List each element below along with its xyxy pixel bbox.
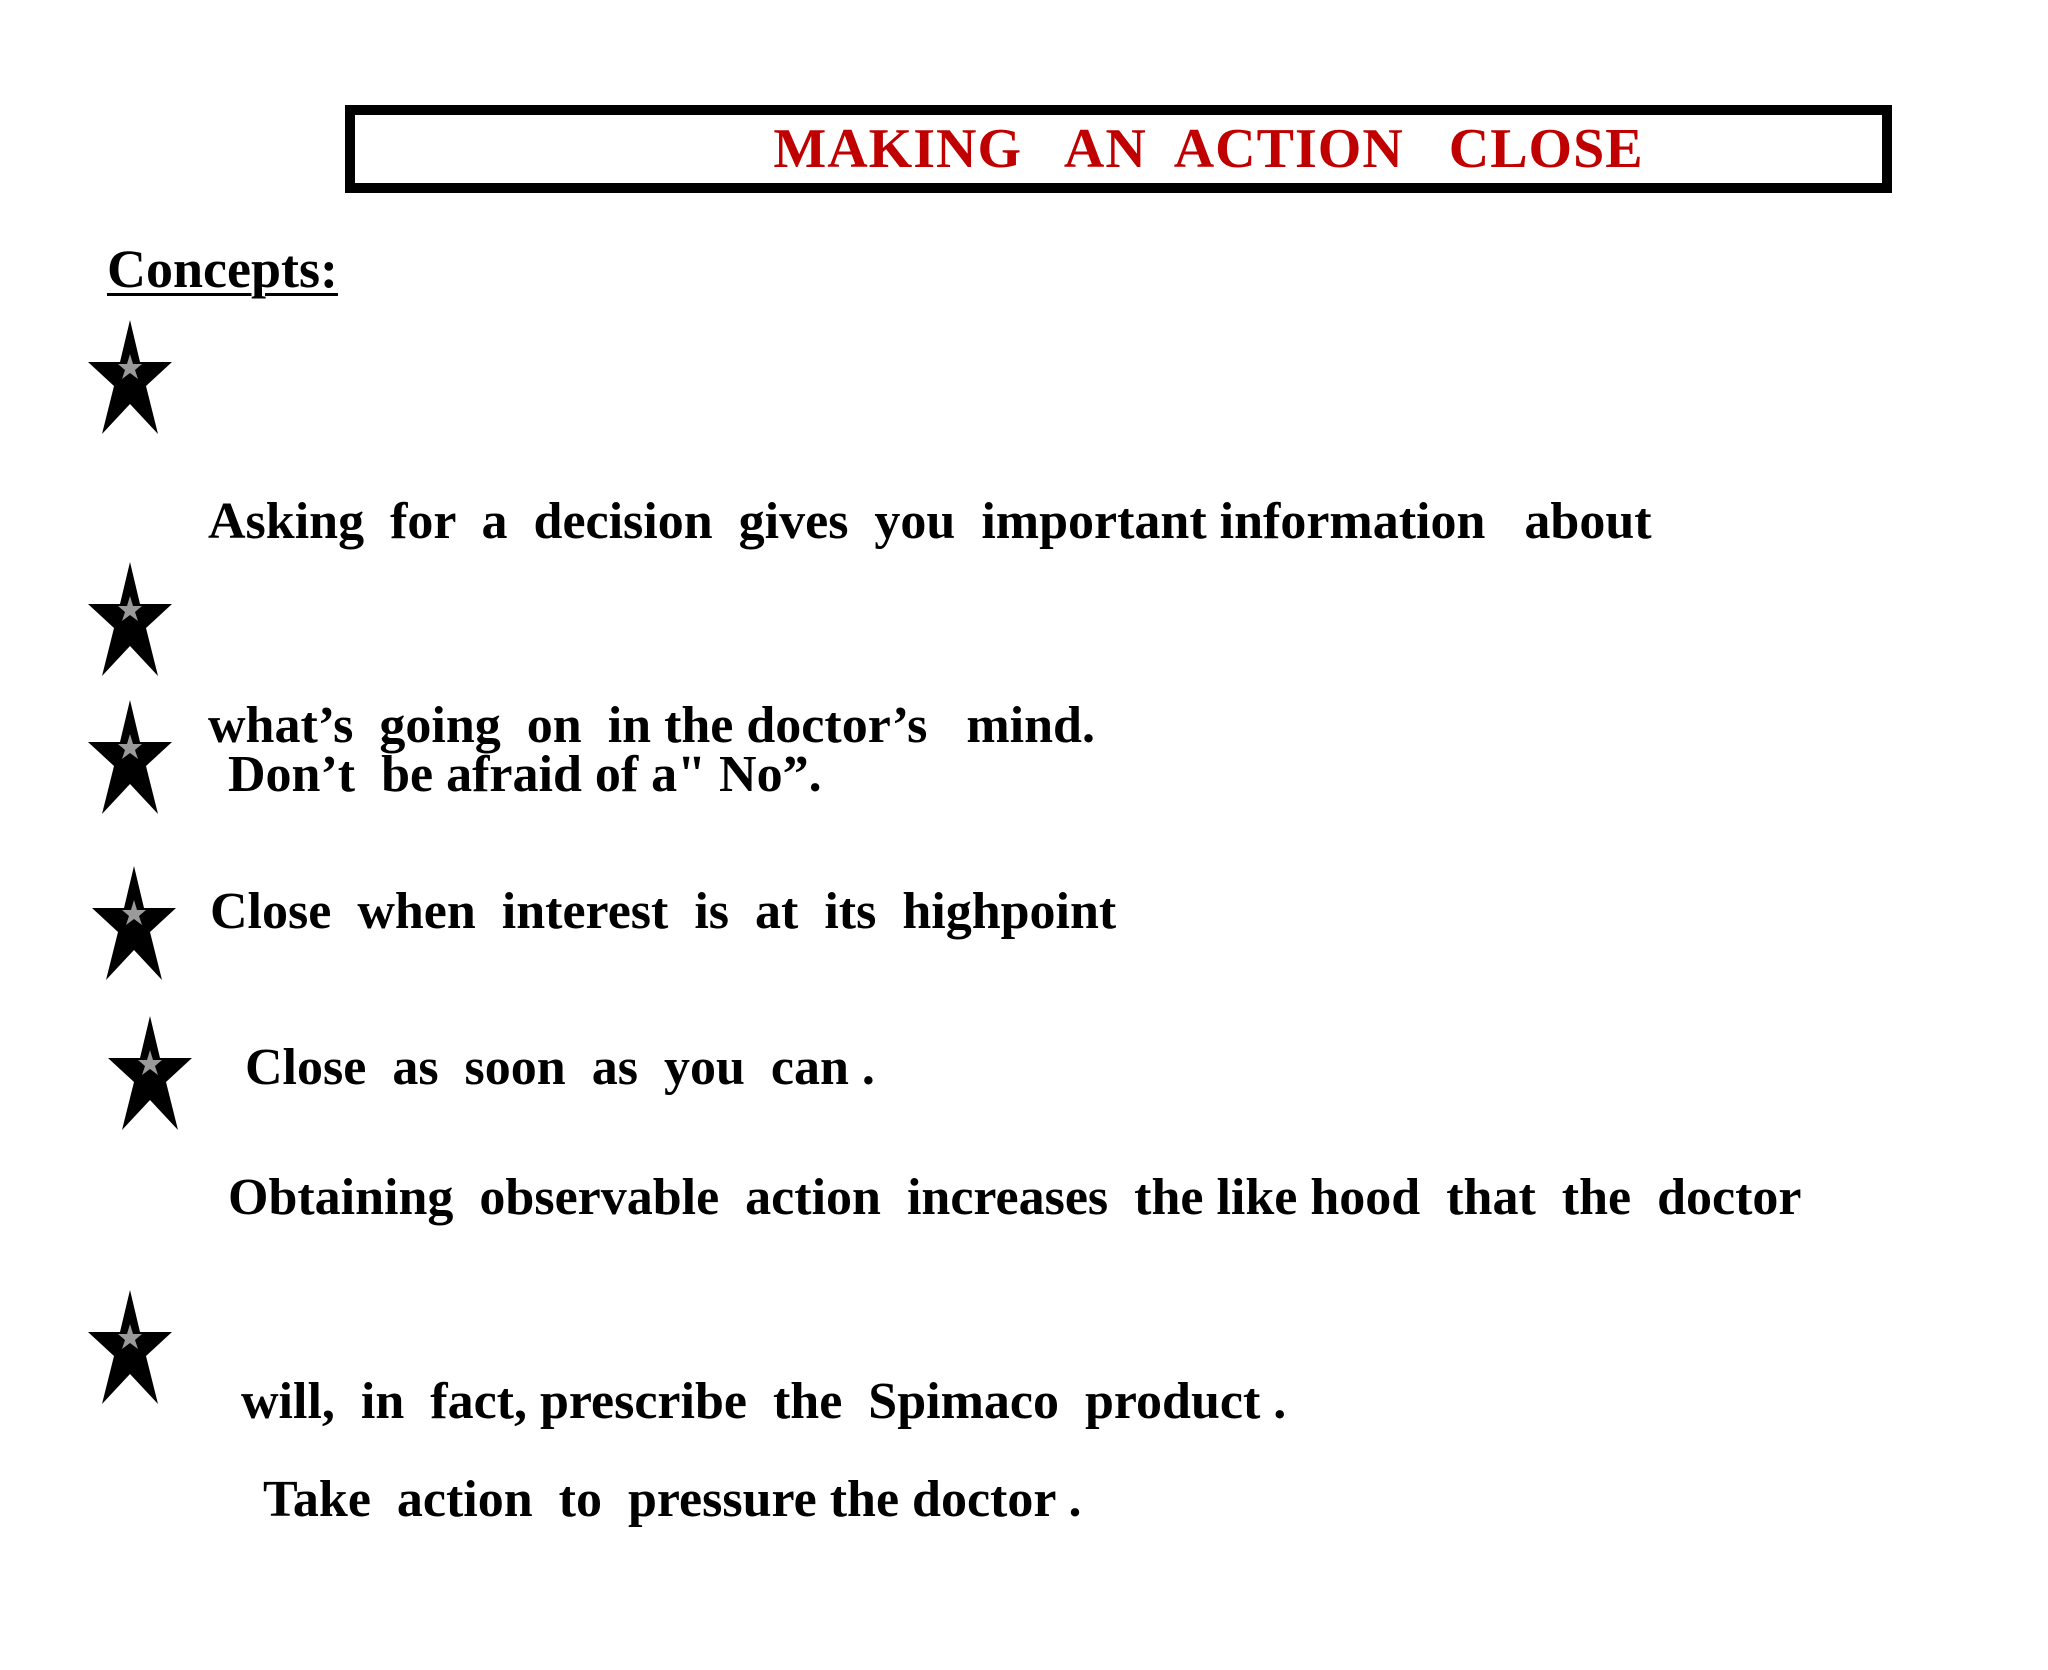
concepts-heading: Concepts: — [107, 239, 338, 299]
bullet-line: Take action to pressure the doctor . — [263, 1471, 1082, 1528]
star-icon — [88, 1288, 172, 1406]
bullet-line: Obtaining observable action increases the like hood that the doctor — [228, 1169, 1802, 1226]
bullet-text-6 — [263, 1330, 1082, 1670]
star-icon — [88, 698, 172, 816]
bullet-line: Asking for a decision gives you important information about — [208, 493, 1652, 550]
title-box — [345, 105, 1892, 193]
bullet-line: Close as soon as you can . — [245, 1039, 875, 1096]
star-icon — [88, 560, 172, 678]
bullet-line: Don’t be afraid of a" No”. — [228, 746, 822, 803]
bullet-line: what’s going on in the doctor’s mind. — [208, 697, 1095, 754]
star-icon — [92, 864, 176, 982]
bullet-line: Close when interest is at its highpoint — [210, 883, 1117, 940]
bullet-line: will, in fact, prescribe the Spimaco product . — [228, 1373, 1287, 1430]
star-icon — [108, 1014, 192, 1132]
star-icon — [88, 318, 172, 436]
page-title: MAKING AN ACTION CLOSE — [773, 118, 1644, 180]
